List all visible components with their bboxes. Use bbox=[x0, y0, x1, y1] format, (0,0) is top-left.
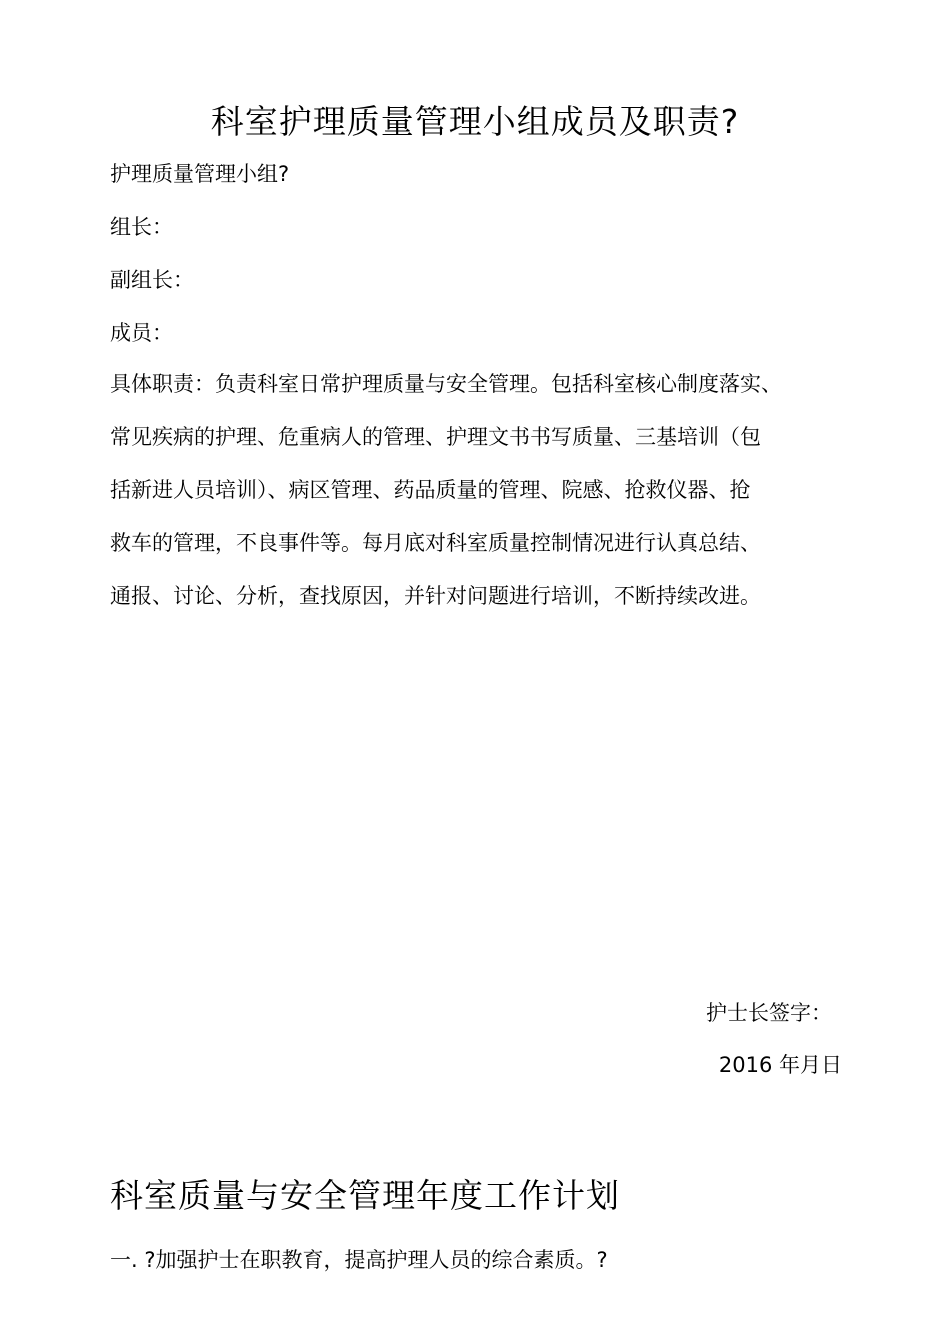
duties-line: 通报、讨论、分析，查找原因，并针对问题进行培训，不断持续改进。 bbox=[110, 584, 761, 608]
duties-line: 括新进人员培训）、病区管理、药品质量的管理、院感、抢救仪器、抢 bbox=[110, 478, 751, 502]
section-title: 科室质量与安全管理年度工作计划 bbox=[110, 1176, 620, 1215]
duties-line: 常见疾病的护理、危重病人的管理、护理文书书写质量、三基培训（包 bbox=[110, 425, 761, 449]
page-title: 科室护理质量管理小组成员及职责? bbox=[210, 102, 740, 141]
duties-paragraph bbox=[110, 370, 870, 635]
members-label: 成员： bbox=[110, 321, 173, 345]
head-nurse-signature-label: 护士长签字： bbox=[706, 1001, 832, 1025]
group-heading: 护理质量管理小组? bbox=[110, 162, 290, 186]
leader-label: 组长： bbox=[110, 215, 173, 239]
deputy-leader-label: 副组长： bbox=[110, 268, 194, 292]
duties-line: 救车的管理，不良事件等。每月底对科室质量控制情况进行认真总结、 bbox=[110, 531, 761, 555]
signature-date: 2016 年月日 bbox=[718, 1053, 842, 1077]
duties-line: 具体职责：负责科室日常护理质量与安全管理。包括科室核心制度落实、 bbox=[110, 372, 782, 396]
plan-item: 一. ?加强护士在职教育，提高护理人员的综合素质。? bbox=[110, 1248, 608, 1272]
